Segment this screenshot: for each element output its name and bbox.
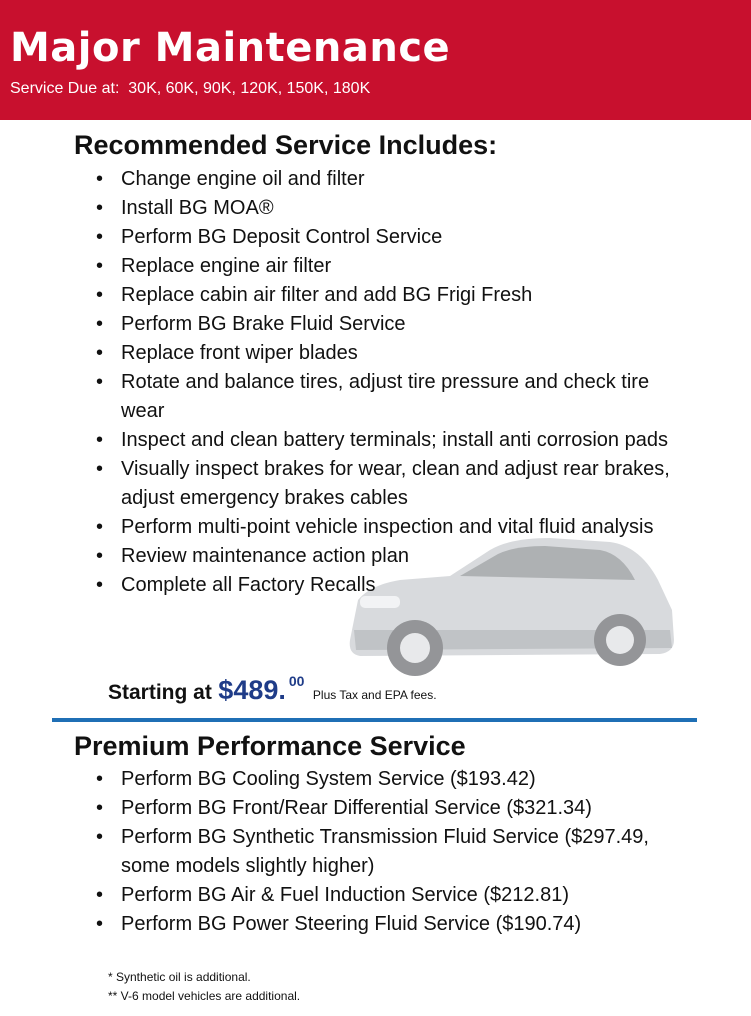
section-divider (52, 718, 697, 722)
list-item: • Perform BG Power Steering Fluid Service ($190.74) (121, 910, 691, 939)
list-item: • Perform BG Air & Fuel Induction Service ($212.81) (121, 881, 691, 910)
list-item: • Perform BG Cooling System Service ($193.42) (121, 765, 691, 794)
list-item: • Complete all Factory Recalls (121, 571, 691, 600)
list-item: • Perform BG Brake Fluid Service (121, 310, 691, 339)
recommended-heading: Recommended Service Includes: (74, 130, 498, 160)
list-item: • Replace cabin air filter and add BG Frigi Fresh (121, 281, 691, 310)
premium-service-list (121, 765, 691, 939)
footnote: ** V-6 model vehicles are additional. (108, 989, 301, 1003)
list-item: • Rotate and balance tires, adjust tire pressure and check tire wear (121, 368, 691, 426)
page-title: Major Maintenance (10, 25, 451, 71)
footnote: * Synthetic oil is additional. (108, 970, 251, 984)
list-item: • Install BG MOA® (121, 194, 691, 223)
premium-heading: Premium Performance Service (74, 731, 466, 761)
list-item: • Visually inspect brakes for wear, clean and adjust rear brakes, adjust emergency brakes cables (121, 455, 691, 513)
list-item: • Inspect and clean battery terminals; install anti corrosion pads (121, 426, 691, 455)
list-item: • Replace engine air filter (121, 252, 691, 281)
list-item: • Perform multi-point vehicle inspection and vital fluid analysis (121, 513, 691, 542)
footnotes (108, 968, 300, 1006)
price-cents: 00 (288, 673, 305, 689)
list-item: • Perform BG Front/Rear Differential Service ($321.34) (121, 794, 691, 823)
list-item: • Replace front wiper blades (121, 339, 691, 368)
list-item: • Review maintenance action plan (121, 542, 691, 571)
price-dollars: $489. (218, 675, 286, 705)
service-due-intervals: Service Due at: 30K, 60K, 90K, 120K, 150K, 180K (10, 80, 371, 97)
price-note: Plus Tax and EPA fees. (312, 688, 437, 702)
starting-price (108, 675, 437, 706)
header-banner (0, 0, 751, 120)
recommended-service-list (121, 165, 691, 600)
list-item: • Change engine oil and filter (121, 165, 691, 194)
price-label: Starting at (108, 681, 212, 704)
list-item: • Perform BG Synthetic Transmission Fluid Service ($297.49, some models slightly higher) (121, 823, 691, 881)
list-item: • Perform BG Deposit Control Service (121, 223, 691, 252)
